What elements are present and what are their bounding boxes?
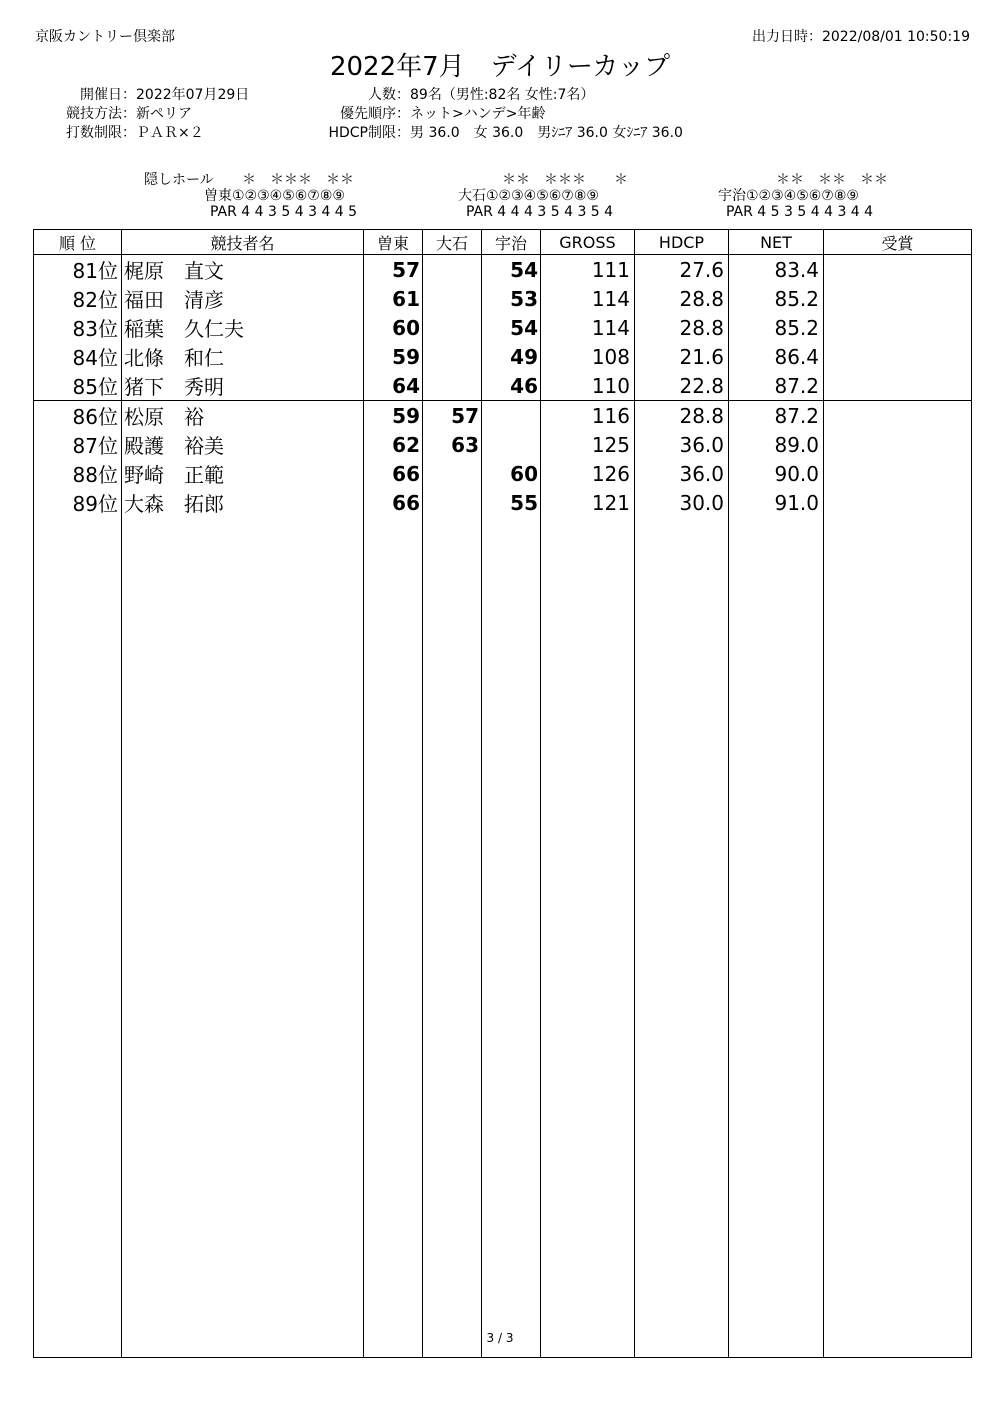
info-right: [300, 86, 683, 143]
player-name: 福田 清彦: [122, 284, 364, 313]
hidden-marks-uji: ＊＊ ＊＊ ＊＊: [776, 172, 888, 188]
player-name: 稲葉 久仁夫: [122, 313, 364, 342]
award: [824, 313, 972, 342]
results-table: [33, 229, 972, 1358]
hdcp-value: 28.8: [635, 284, 729, 313]
col-header-net: NET: [729, 230, 824, 255]
net-score: 85.2: [729, 284, 824, 313]
gross-score: 125: [541, 430, 635, 459]
award: [824, 488, 972, 517]
score-sotsuka: 60: [364, 313, 423, 342]
stroke-limit: ＰＡＲ×２: [136, 125, 204, 141]
award: [824, 371, 972, 401]
course-name-uji: 宇治: [718, 188, 746, 204]
net-score: 86.4: [729, 342, 824, 371]
score-sotsuka: 57: [364, 255, 423, 285]
gross-score: 121: [541, 488, 635, 517]
award: [824, 255, 972, 285]
col-header-uji: 宇治: [482, 230, 541, 255]
par-oishi: PAR 4 4 4 3 5 4 3 5 4: [466, 204, 614, 220]
score-oishi: [423, 488, 482, 517]
score-oishi: [423, 284, 482, 313]
table-row: [34, 430, 972, 459]
player-name: 猪下 秀明: [122, 371, 364, 401]
hidden-marks-sotsuka: ＊ ＊＊＊ ＊＊: [242, 172, 354, 188]
col-header-sotsuka: 曽東: [364, 230, 423, 255]
table-row: [34, 488, 972, 517]
player-name: 北條 和仁: [122, 342, 364, 371]
par-uji: PAR 4 5 3 5 4 4 3 4 4: [726, 204, 874, 220]
hdcp-value: 36.0: [635, 430, 729, 459]
method-label: 競技方法：: [66, 106, 136, 122]
table-filler: [34, 517, 972, 1357]
empty-cell: [122, 517, 364, 1357]
hdcp-value: 28.8: [635, 401, 729, 431]
award: [824, 284, 972, 313]
player-rank: 85位: [34, 371, 122, 401]
player-rank: 86位: [34, 401, 122, 431]
count-label: 人数：: [368, 87, 410, 103]
score-uji: [482, 401, 541, 431]
club-name: 京阪カントリー倶楽部: [35, 29, 175, 45]
player-rank: 81位: [34, 255, 122, 285]
course-name-oishi: 大石: [458, 188, 486, 204]
page-number: 3 / 3: [486, 1331, 514, 1345]
par-sotsuka: PAR 4 4 3 5 4 3 4 4 5: [210, 204, 358, 220]
gross-score: 116: [541, 401, 635, 431]
priority-label: 優先順序：: [340, 106, 410, 122]
score-uji: 54: [482, 313, 541, 342]
score-uji: 49: [482, 342, 541, 371]
hdcp-limit: 男 36.0 女 36.0 男ｼﾆｱ 36.0 女ｼﾆｱ 36.0: [410, 125, 683, 141]
score-sotsuka: 66: [364, 488, 423, 517]
col-header-gross: GROSS: [541, 230, 635, 255]
hole-numbers-oishi: ①②③④⑤⑥⑦⑧⑨: [486, 188, 599, 204]
page-title: 2022年7月 デイリーカップ: [329, 52, 671, 82]
hdcp-value: 30.0: [635, 488, 729, 517]
empty-cell: [34, 517, 122, 1357]
hdcp-value: 27.6: [635, 255, 729, 285]
score-uji: 54: [482, 255, 541, 285]
table-header-row: [34, 230, 972, 255]
gross-score: 114: [541, 284, 635, 313]
score-uji: 55: [482, 488, 541, 517]
net-score: 83.4: [729, 255, 824, 285]
table-row: [34, 401, 972, 431]
table-row: [34, 371, 972, 401]
competition-method: 新ペリア: [136, 106, 192, 122]
award: [824, 401, 972, 431]
score-sotsuka: 62: [364, 430, 423, 459]
gross-score: 126: [541, 459, 635, 488]
table-row: [34, 255, 972, 285]
col-header-name: 競技者名: [122, 230, 364, 255]
table-row: [34, 459, 972, 488]
hole-numbers-uji: ①②③④⑤⑥⑦⑧⑨: [746, 188, 859, 204]
player-name: 大森 拓郎: [122, 488, 364, 517]
score-sotsuka: 64: [364, 371, 423, 401]
empty-cell: [729, 517, 824, 1357]
printed-datetime: 出力日時：2022/08/01 10:50:19: [751, 29, 970, 45]
score-oishi: [423, 371, 482, 401]
hdcp-value: 28.8: [635, 313, 729, 342]
empty-cell: [364, 517, 423, 1357]
player-name: 松原 裕: [122, 401, 364, 431]
score-uji: [482, 430, 541, 459]
hdcp-label: HDCP制限：: [328, 125, 410, 141]
course-name-sotsuka: 曽東: [204, 188, 232, 204]
event-date: 2022年07月29日: [136, 87, 250, 103]
player-name: 殿護 裕美: [122, 430, 364, 459]
player-rank: 84位: [34, 342, 122, 371]
empty-cell: [482, 517, 541, 1357]
score-uji: 60: [482, 459, 541, 488]
empty-cell: [541, 517, 635, 1357]
score-uji: 53: [482, 284, 541, 313]
score-sotsuka: 61: [364, 284, 423, 313]
net-score: 89.0: [729, 430, 824, 459]
gross-score: 111: [541, 255, 635, 285]
hdcp-value: 36.0: [635, 459, 729, 488]
col-header-rank: 順 位: [34, 230, 122, 255]
table-row: [34, 342, 972, 371]
hole-numbers-sotsuka: ①②③④⑤⑥⑦⑧⑨: [232, 188, 345, 204]
hidden-hole-label: 隠しホール: [144, 172, 214, 188]
limit-label: 打数制限：: [66, 125, 136, 141]
gross-score: 110: [541, 371, 635, 401]
player-name: 梶原 直文: [122, 255, 364, 285]
col-header-oishi: 大石: [423, 230, 482, 255]
hidden-marks-oishi: ＊＊ ＊＊＊ ＊: [502, 172, 628, 188]
score-sotsuka: 59: [364, 342, 423, 371]
net-score: 90.0: [729, 459, 824, 488]
course-uji: [718, 172, 928, 220]
score-oishi: [423, 255, 482, 285]
course-oishi: [458, 172, 668, 220]
player-name: 野崎 正範: [122, 459, 364, 488]
score-oishi: 63: [423, 430, 482, 459]
table-row: [34, 313, 972, 342]
hdcp-value: 21.6: [635, 342, 729, 371]
score-oishi: [423, 342, 482, 371]
award: [824, 342, 972, 371]
score-oishi: [423, 313, 482, 342]
priority-order: ネット>ハンデ>年齢: [410, 106, 546, 122]
score-uji: 46: [482, 371, 541, 401]
player-rank: 88位: [34, 459, 122, 488]
net-score: 87.2: [729, 401, 824, 431]
net-score: 91.0: [729, 488, 824, 517]
score-oishi: [423, 459, 482, 488]
player-rank: 82位: [34, 284, 122, 313]
table-row: [34, 284, 972, 313]
col-header-hdcp: HDCP: [635, 230, 729, 255]
participant-count: 89名（男性:82名 女性:7名）: [410, 87, 595, 103]
col-header-award: 受賞: [824, 230, 972, 255]
score-oishi: 57: [423, 401, 482, 431]
award: [824, 430, 972, 459]
empty-cell: [423, 517, 482, 1357]
course-sotsuka: [204, 172, 404, 220]
gross-score: 108: [541, 342, 635, 371]
gross-score: 114: [541, 313, 635, 342]
empty-cell: [824, 517, 972, 1357]
hdcp-value: 22.8: [635, 371, 729, 401]
net-score: 85.2: [729, 313, 824, 342]
date-label: 開催日：: [80, 87, 136, 103]
net-score: 87.2: [729, 371, 824, 401]
player-rank: 83位: [34, 313, 122, 342]
score-sotsuka: 59: [364, 401, 423, 431]
player-rank: 87位: [34, 430, 122, 459]
info-left: [48, 86, 249, 143]
empty-cell: [635, 517, 729, 1357]
score-sotsuka: 66: [364, 459, 423, 488]
player-rank: 89位: [34, 488, 122, 517]
award: [824, 459, 972, 488]
